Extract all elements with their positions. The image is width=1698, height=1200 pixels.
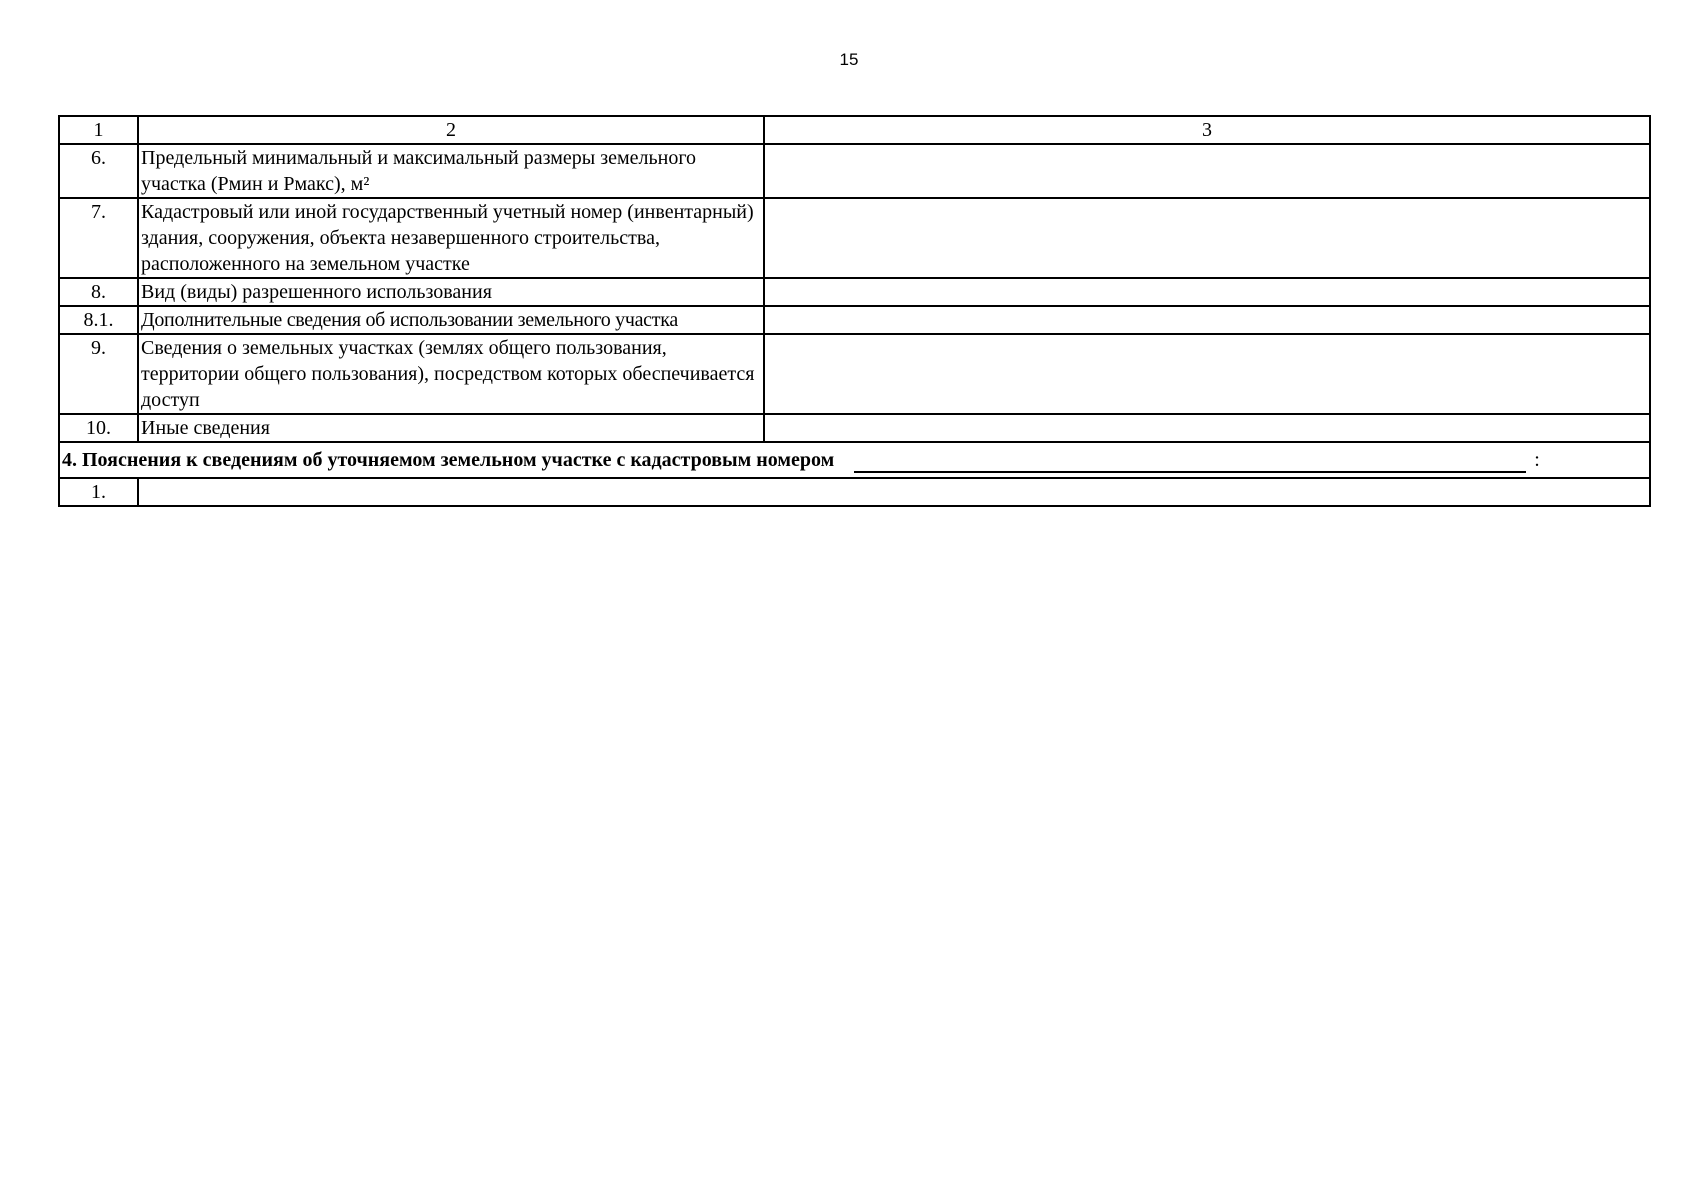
row-value-cell[interactable] <box>764 334 1650 414</box>
table-row <box>59 334 1650 414</box>
row-label: Вид (виды) разрешенного использования <box>138 278 764 306</box>
land-plot-info-table <box>58 115 1651 507</box>
cadastral-number-field[interactable] <box>854 447 1526 473</box>
column-number-1: 1 <box>59 116 138 144</box>
row-number: 1. <box>59 478 138 506</box>
column-number-2: 2 <box>138 116 764 144</box>
row-number: 7. <box>59 198 138 278</box>
table-row <box>59 306 1650 334</box>
table-row <box>59 144 1650 198</box>
row-number: 6. <box>59 144 138 198</box>
section-4-colon: : <box>1534 449 1540 471</box>
row-number: 8.1. <box>59 306 138 334</box>
explanation-text-cell[interactable] <box>138 478 1650 506</box>
row-label: Предельный минимальный и максимальный размеры земельного участка (Рмин и Рмакс), м² <box>138 144 764 198</box>
column-number-row <box>59 116 1650 144</box>
page-number: 15 <box>839 50 859 69</box>
row-number: 9. <box>59 334 138 414</box>
row-label: Сведения о земельных участках (землях общего пользования, территории общего пользования), посредством которых обеспечивается доступ <box>138 334 764 414</box>
table-row <box>59 414 1650 442</box>
section-4-header-row <box>59 442 1650 478</box>
section-4-header <box>59 442 1650 478</box>
row-value-cell[interactable] <box>764 306 1650 334</box>
row-label: Дополнительные сведения об использовании земельного участка <box>138 306 764 334</box>
row-value-cell[interactable] <box>764 144 1650 198</box>
row-label: Иные сведения <box>138 414 764 442</box>
row-number: 8. <box>59 278 138 306</box>
table-row <box>59 278 1650 306</box>
table-row <box>59 198 1650 278</box>
row-number: 10. <box>59 414 138 442</box>
row-value-cell[interactable] <box>764 414 1650 442</box>
section-4-title: 4. Пояснения к сведениям об уточняемом земельном участке с кадастровым номером <box>62 449 835 471</box>
row-label: Кадастровый или иной государственный учетный номер (инвентарный) здания, сооружения, объекта незавершенного строительства, расположенного на земельном участке <box>138 198 764 278</box>
column-number-3: 3 <box>764 116 1650 144</box>
row-value-cell[interactable] <box>764 198 1650 278</box>
table-row <box>59 478 1650 506</box>
row-value-cell[interactable] <box>764 278 1650 306</box>
